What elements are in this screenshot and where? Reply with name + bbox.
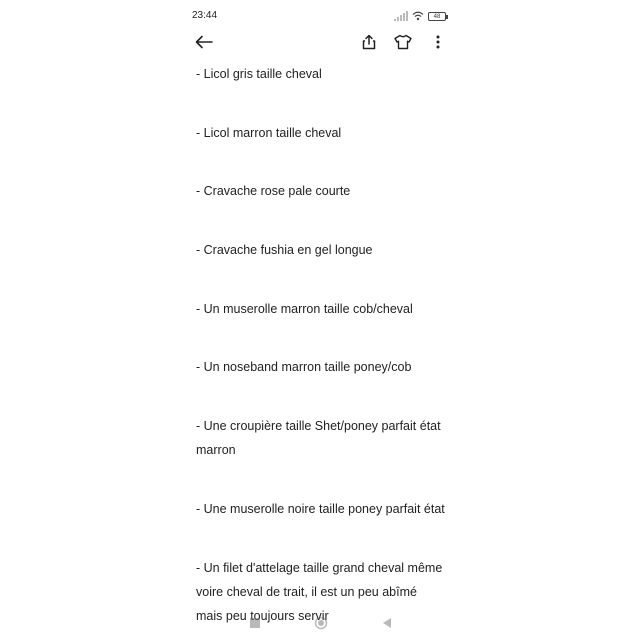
share-icon[interactable]	[359, 32, 379, 52]
home-icon[interactable]	[314, 616, 328, 630]
back-arrow-icon[interactable]	[194, 32, 214, 52]
list-item: - Un filet d'attelage taille grand cheval même voire cheval de trait, il est un peu abîmé mais peu toujours servir	[196, 560, 443, 623]
list-item: - Une croupière taille Shet/poney parfait état marron	[196, 419, 441, 458]
battery-icon: 48	[428, 12, 446, 21]
navigation-bar	[184, 604, 456, 640]
status-time: 23:44	[192, 10, 218, 21]
list-item: - Cravache rose pale courte	[196, 184, 351, 199]
list-item: - Un noseband marron taille poney/cob	[196, 360, 412, 375]
status-icons	[394, 10, 446, 22]
list-item: - Un muserolle marron taille cob/cheval	[196, 301, 413, 316]
status-bar	[184, 0, 456, 30]
list-item: - Licol marron taille cheval	[196, 125, 342, 140]
back-triangle-icon[interactable]	[380, 616, 394, 630]
list-item: - Cravache fushia en gel longue	[196, 243, 373, 258]
signal-icon	[394, 11, 408, 21]
list-item: - Licol gris taille cheval	[196, 67, 322, 81]
more-vertical-icon[interactable]	[428, 32, 448, 52]
recent-apps-icon[interactable]	[248, 616, 262, 630]
wifi-icon	[412, 11, 424, 21]
tshirt-icon[interactable]	[393, 32, 413, 52]
toolbar	[184, 28, 456, 56]
note-content[interactable]	[196, 62, 446, 640]
list-item: - Une muserolle noire taille poney parfait état	[196, 501, 445, 516]
phone-screen	[184, 0, 456, 640]
